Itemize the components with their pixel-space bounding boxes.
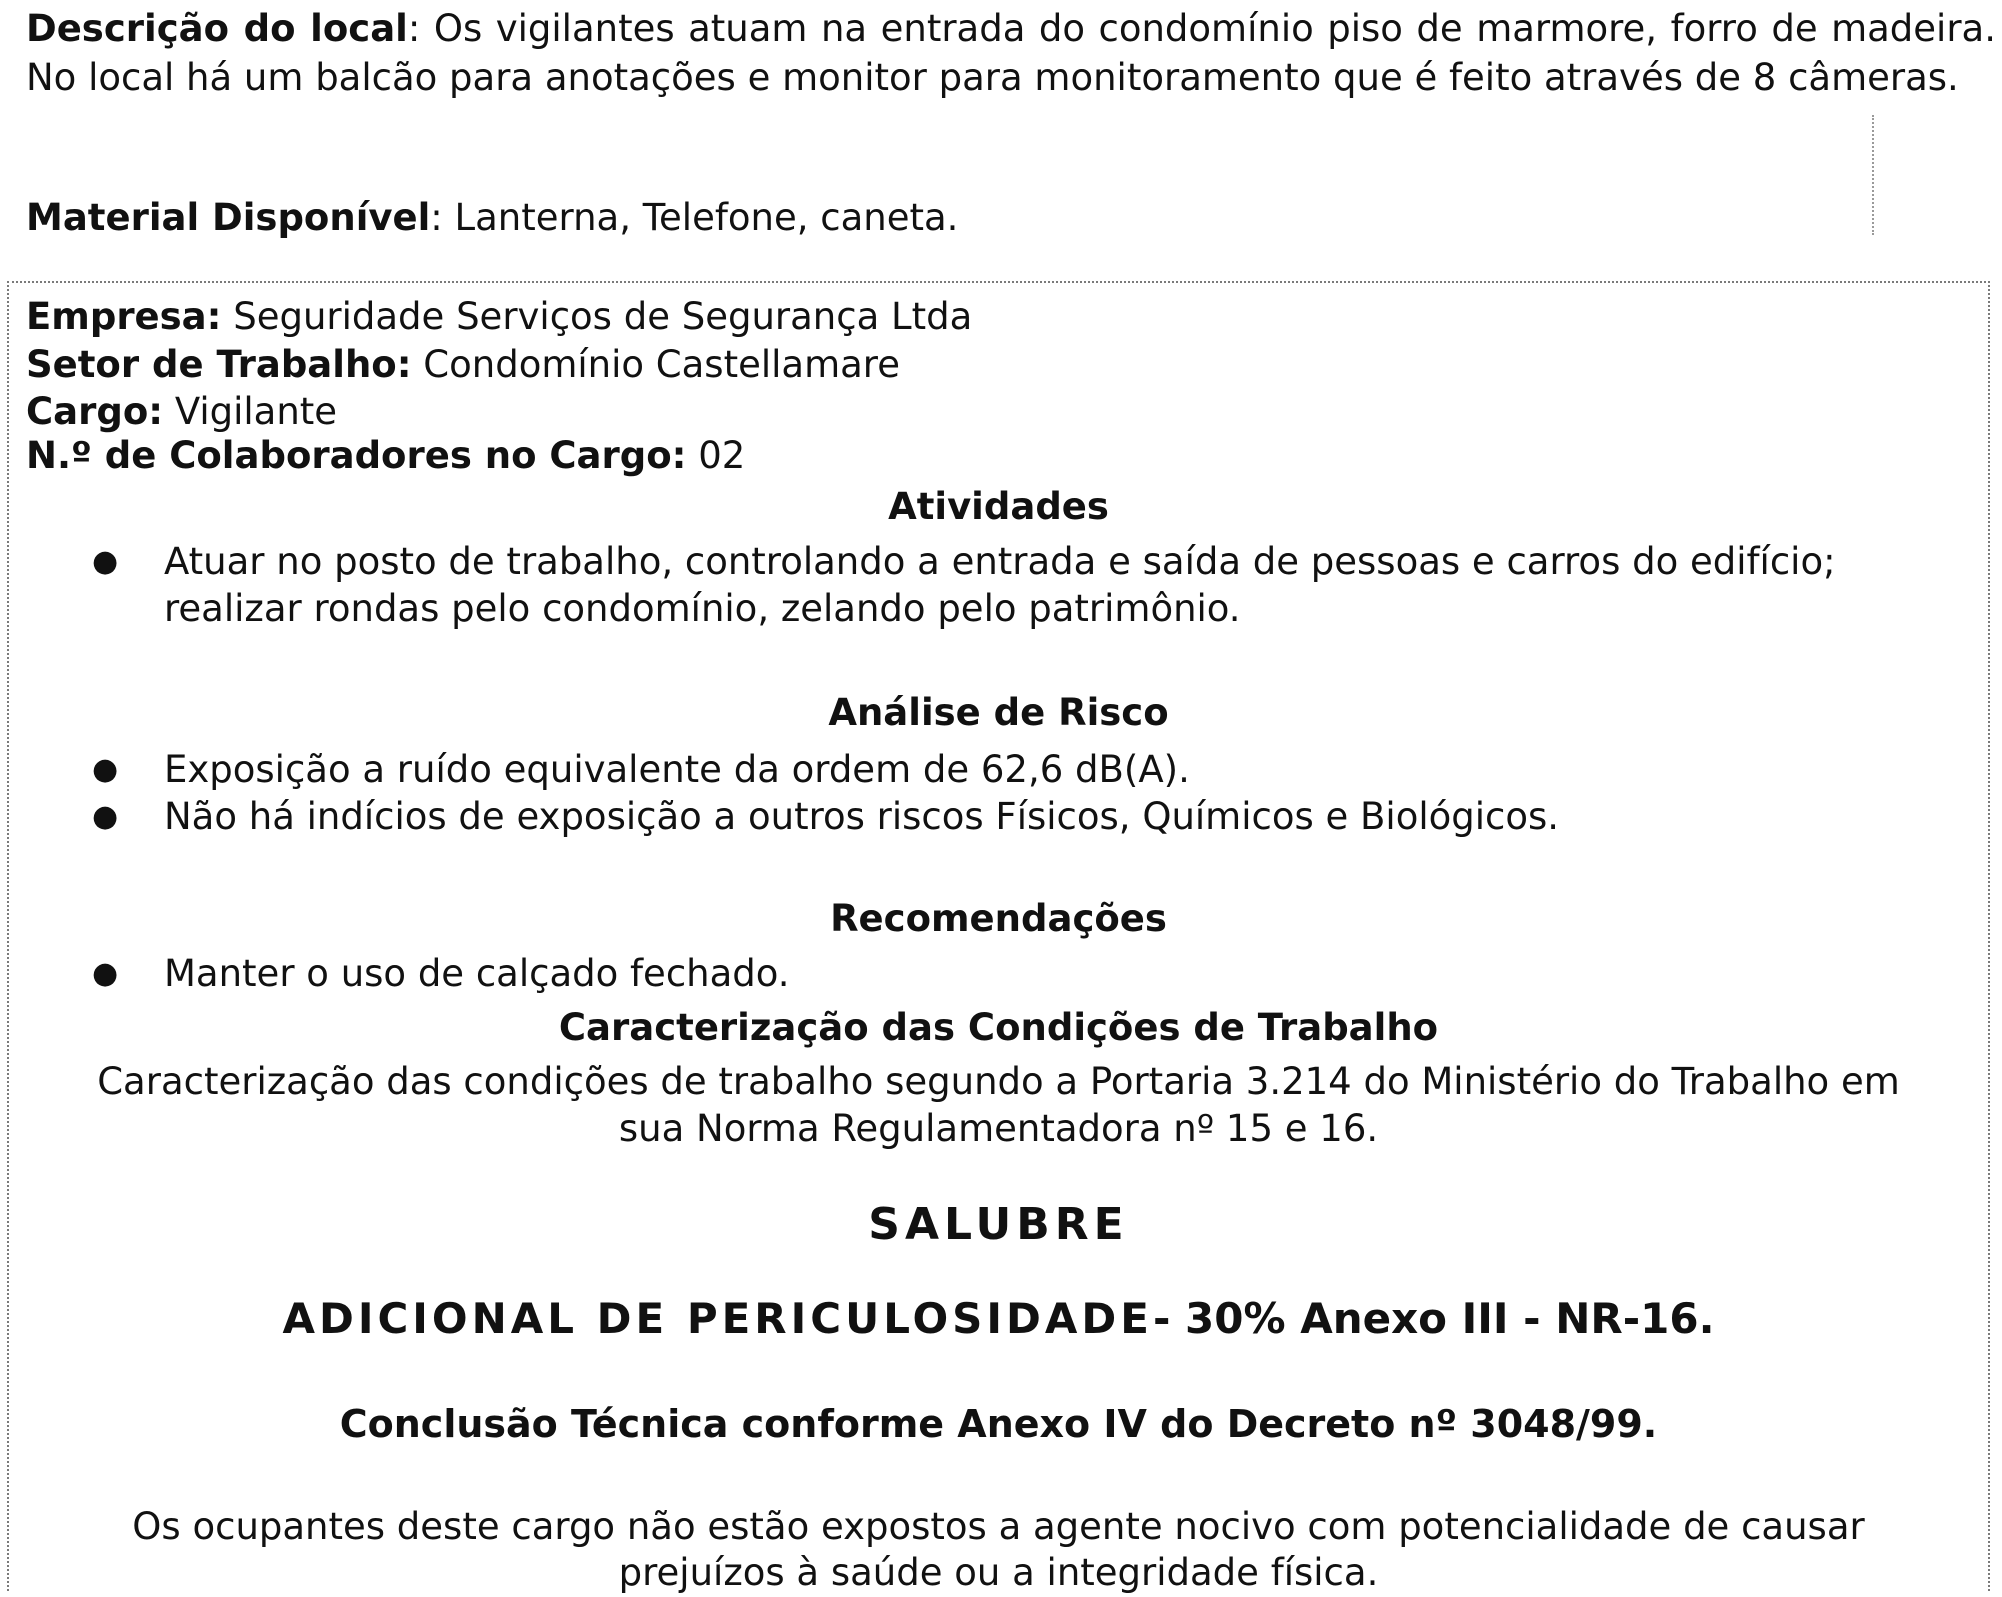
descricao-paragraph [26,4,1996,102]
setor-line [26,340,900,389]
descricao-label: Descrição do local [26,7,408,50]
bullet-icon: ● [92,752,119,787]
list-item [0,538,2002,632]
material-text: : Lanterna, Telefone, caneta. [430,196,959,239]
analise-heading: Análise de Risco [828,691,1169,734]
empresa-line [26,292,972,341]
setor-label: Setor de Trabalho: [26,343,412,386]
list-item-text: Manter o uso de calçado fechado. [164,952,790,995]
cargo-label: Cargo: [26,390,164,433]
cargo-value: Vigilante [163,390,338,433]
cargo-line [26,387,337,436]
recomendacoes-list [0,950,2002,997]
atividades-heading: Atividades [888,485,1109,528]
final-line-1: Os ocupantes deste cargo não estão expostos a agente nocivo com potencialidade de causar [132,1505,1865,1548]
empresa-value: Seguridade Serviços de Segurança Ltda [221,295,973,338]
colaboradores-label: N.º de Colaboradores no Cargo: [26,434,687,477]
atividades-list [0,538,2002,632]
adicional-line [7,1294,1990,1343]
adicional-detail: - 30% Anexo III - NR-16. [1152,1294,1715,1343]
analise-list [0,746,2002,840]
empresa-label: Empresa: [26,295,222,338]
list-item [0,793,2002,840]
list-item [0,950,2002,997]
bullet-icon: ● [92,544,119,579]
caracterizacao-heading: Caracterização das Condições de Trabalho [558,1006,1439,1049]
caracterizacao-line-2: sua Norma Regulamentadora nº 15 e 16. [618,1107,1379,1150]
setor-value: Condomínio Castellamare [411,343,900,386]
material-paragraph [26,193,958,242]
list-item [0,746,2002,793]
conclusao-heading: Conclusão Técnica conforme Anexo IV do Decreto nº 3048/99. [339,1402,1658,1446]
list-item-text: Não há indícios de exposição a outros riscos Físicos, Químicos e Biológicos. [164,795,1560,838]
list-item-text: Exposição a ruído equivalente da ordem de 62,6 dB(A). [164,748,1190,791]
adicional-title: ADICIONAL DE PERICULOSIDADE [282,1294,1153,1343]
bullet-icon: ● [92,956,119,991]
bullet-icon: ● [92,799,119,834]
caracterizacao-line-1: Caracterização das condições de trabalho segundo a Portaria 3.214 do Ministério do Trabalho em [97,1060,1900,1103]
material-label: Material Disponível [26,196,431,239]
final-line-2: prejuízos à saúde ou a integridade física. [618,1551,1379,1594]
descricao-text: : Os vigilantes atuam na entrada do condomínio piso de marmore, forro de madeira. No local há um balcão para anotações e monitor para monitoramento que é feito através de 8 câmeras. [26,7,1996,99]
salubre-heading: SALUBRE [868,1199,1129,1250]
colaboradores-line [26,431,745,480]
list-item-text: Atuar no posto de trabalho, controlando a entrada e saída de pessoas e carros do edifício; realizar rondas pelo condomínio, zelando pelo patrimônio. [164,540,1836,630]
recomendacoes-heading: Recomendações [830,897,1167,940]
margin-line [1872,115,1876,235]
colaboradores-value: 02 [686,434,746,477]
